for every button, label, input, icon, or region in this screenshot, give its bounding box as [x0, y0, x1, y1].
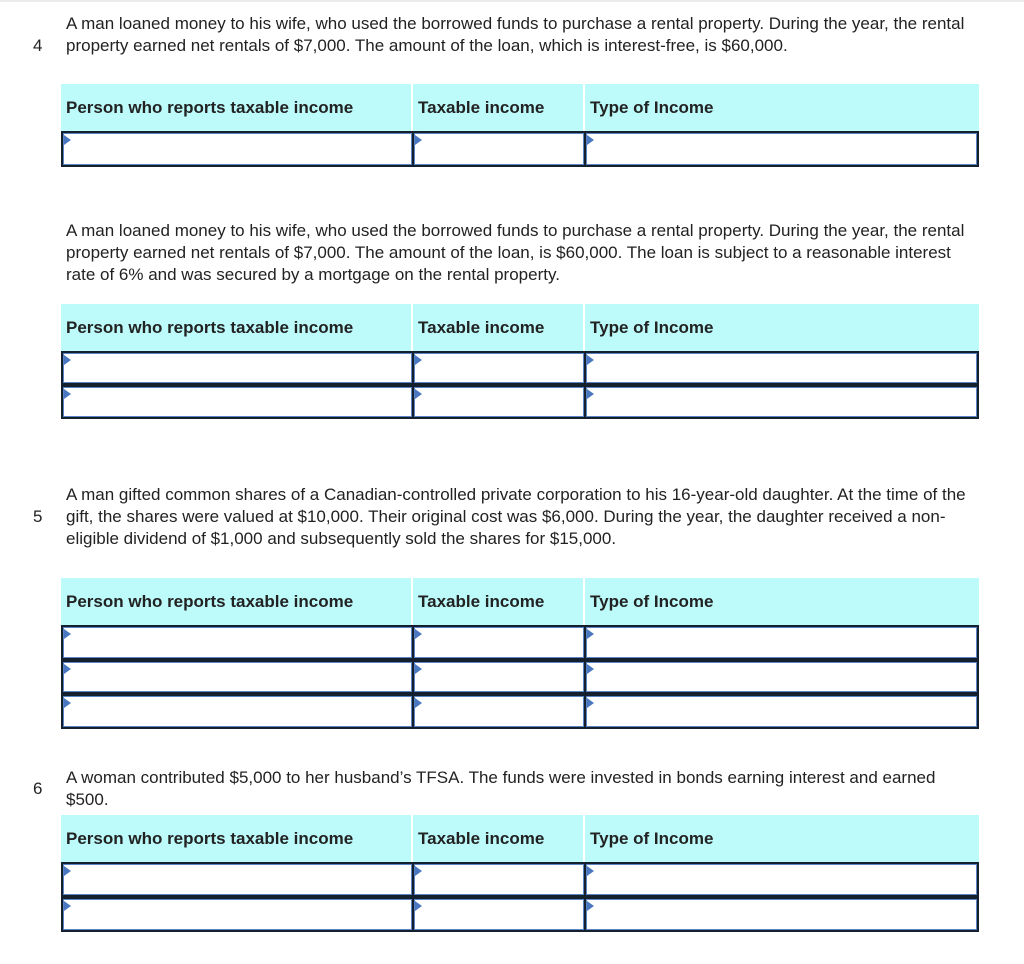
- question-number: 4: [33, 36, 43, 55]
- type-of-income-input[interactable]: [586, 899, 977, 930]
- type-of-income-input[interactable]: [586, 387, 977, 417]
- table-row: [61, 385, 979, 419]
- person-input[interactable]: [63, 353, 412, 383]
- taxable-income-cell[interactable]: [414, 625, 586, 660]
- top-divider: [0, 0, 1024, 2]
- header-type-of-income: Type of Income: [590, 829, 714, 848]
- taxable-income-input[interactable]: [414, 627, 584, 658]
- person-cell[interactable]: [61, 660, 414, 694]
- taxable-income-input[interactable]: [414, 387, 584, 417]
- header-taxable-income: Taxable income: [413, 84, 585, 131]
- header-type-of-income: Type of Income: [590, 592, 714, 611]
- header-person: Person who reports taxable income: [61, 84, 413, 131]
- taxable-income-input[interactable]: [414, 696, 584, 727]
- type-of-income-cell[interactable]: [586, 131, 979, 167]
- table-row: [61, 694, 979, 729]
- person-cell[interactable]: [61, 625, 414, 660]
- type-of-income-input[interactable]: [586, 864, 977, 895]
- question-number: 5: [33, 507, 43, 526]
- type-of-income-input[interactable]: [586, 696, 977, 727]
- answer-table: [61, 304, 979, 419]
- person-input[interactable]: [63, 627, 412, 658]
- person-input[interactable]: [63, 696, 412, 727]
- taxable-income-input[interactable]: [414, 899, 584, 930]
- question-number: 6: [33, 779, 43, 798]
- question-text: A man gifted common shares of a Canadian-controlled private corporation to his 16-year-old daughter. At the time of the gift, the shares were valued at $10,000. Their original cost was $6,000. During the year, the daughter received a non-eligible dividend of $1,000 and subsequently sold the shares for $15,000.: [66, 485, 966, 548]
- taxable-income-input[interactable]: [414, 353, 584, 383]
- table-row: [61, 862, 979, 897]
- taxable-income-input[interactable]: [414, 133, 584, 165]
- person-input[interactable]: [63, 864, 412, 895]
- table-row: [61, 660, 979, 694]
- question-text: A woman contributed $5,000 to her husband’s TFSA. The funds were invested in bonds earning interest and earned $500.: [66, 768, 936, 809]
- taxable-income-cell[interactable]: [414, 385, 586, 419]
- type-of-income-input[interactable]: [586, 662, 977, 692]
- answer-table: [61, 578, 979, 729]
- table-header: [61, 815, 979, 862]
- table-header: [61, 304, 979, 351]
- person-cell[interactable]: [61, 131, 414, 167]
- answer-table: [61, 84, 979, 167]
- header-type-of-income: Type of Income: [590, 98, 714, 117]
- table-header: [61, 84, 979, 131]
- type-of-income-cell[interactable]: [586, 862, 979, 897]
- header-type-of-income: Type of Income: [590, 318, 714, 337]
- type-of-income-cell[interactable]: [586, 385, 979, 419]
- table-row: [61, 351, 979, 385]
- answer-table: [61, 815, 979, 932]
- header-person: Person who reports taxable income: [61, 578, 413, 625]
- taxable-income-input[interactable]: [414, 662, 584, 692]
- person-cell[interactable]: [61, 351, 414, 385]
- type-of-income-input[interactable]: [586, 627, 977, 658]
- header-taxable-income: Taxable income: [413, 304, 585, 351]
- person-input[interactable]: [63, 899, 412, 930]
- taxable-income-cell[interactable]: [414, 694, 586, 729]
- type-of-income-cell[interactable]: [586, 351, 979, 385]
- type-of-income-input[interactable]: [586, 133, 977, 165]
- type-of-income-input[interactable]: [586, 353, 977, 383]
- person-cell[interactable]: [61, 385, 414, 419]
- table-row: [61, 625, 979, 660]
- type-of-income-cell[interactable]: [586, 694, 979, 729]
- header-taxable-income: Taxable income: [413, 815, 585, 862]
- table-header: [61, 578, 979, 625]
- type-of-income-cell[interactable]: [586, 660, 979, 694]
- table-row: [61, 897, 979, 932]
- person-cell[interactable]: [61, 897, 414, 932]
- type-of-income-cell[interactable]: [586, 897, 979, 932]
- type-of-income-cell[interactable]: [586, 625, 979, 660]
- taxable-income-cell[interactable]: [414, 351, 586, 385]
- person-input[interactable]: [63, 387, 412, 417]
- taxable-income-cell[interactable]: [414, 862, 586, 897]
- header-person: Person who reports taxable income: [61, 304, 413, 351]
- taxable-income-cell[interactable]: [414, 660, 586, 694]
- person-cell[interactable]: [61, 694, 414, 729]
- taxable-income-input[interactable]: [414, 864, 584, 895]
- question-text: A man loaned money to his wife, who used the borrowed funds to purchase a rental property. During the year, the rental property earned net rentals of $7,000. The amount of the loan, which is interest-free, is $60,000.: [66, 14, 965, 55]
- taxable-income-cell[interactable]: [414, 897, 586, 932]
- question-text: A man loaned money to his wife, who used the borrowed funds to purchase a rental property. During the year, the rental property earned net rentals of $7,000. The amount of the loan, is $60,000. The loan is subject to a reasonable interest rate of 6% and was secured by a mortgage on the rental property.: [66, 221, 965, 284]
- person-cell[interactable]: [61, 862, 414, 897]
- header-person: Person who reports taxable income: [61, 815, 413, 862]
- header-taxable-income: Taxable income: [413, 578, 585, 625]
- person-input[interactable]: [63, 662, 412, 692]
- person-input[interactable]: [63, 133, 412, 165]
- taxable-income-cell[interactable]: [414, 131, 586, 167]
- table-row: [61, 131, 979, 167]
